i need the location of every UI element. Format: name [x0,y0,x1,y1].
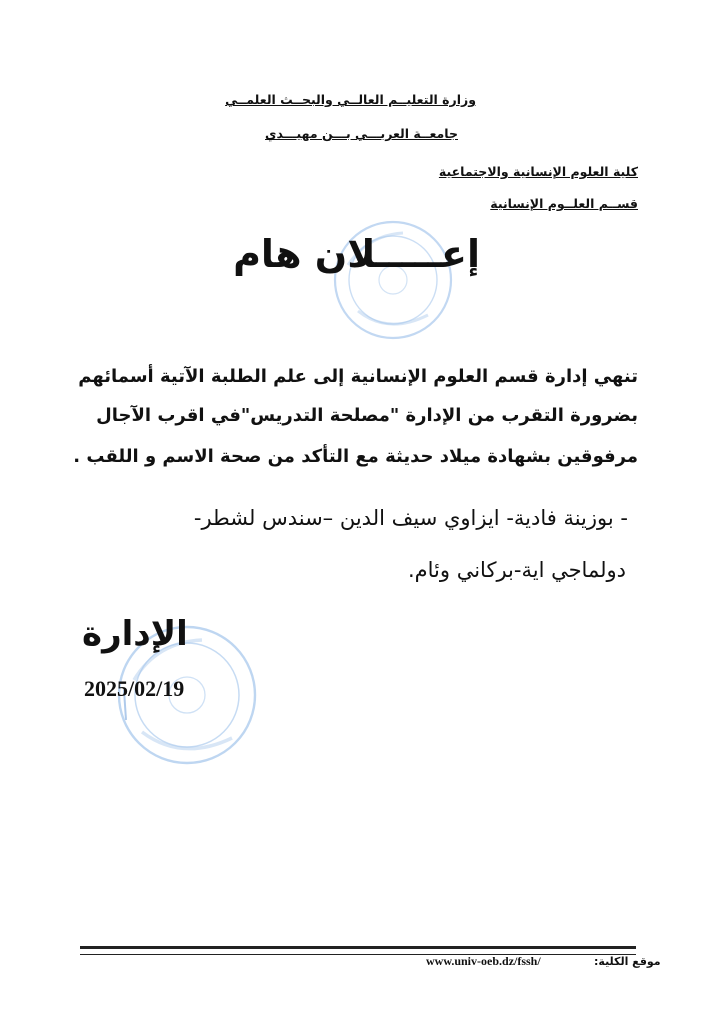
university-header: جامعــة العربـــي بـــن مهيـــدي [265,126,458,141]
department-header: قســم العلــوم الإنسانية [490,196,638,211]
student-names-line-2: دولماجي اية-بركاني وئام. [407,558,626,582]
footer-divider [80,946,636,955]
signature-date: 2025/02/19 [84,676,185,701]
body-line-1: تنهي إدارة قسم العلوم الإنسانية إلى علم الطلبة الآتية أسمائهم [78,366,638,387]
footer-label: موقع الكلية: [594,955,661,968]
student-names-line-1: - بوزينة فادية- ايزاوي سيف الدين –سندس لشطر- [193,506,628,530]
announcement-title: إعـــــلان هام [233,232,480,276]
body-line-2: بضرورة التقرب من الإدارة "مصلحة التدريس"في اقرب الآجال [96,405,638,426]
footer-url[interactable]: www.univ-oeb.dz/fssh/ [426,954,541,968]
body-line-3: مرفوقين بشهادة ميلاد حديثة مع التأكد من صحة الاسم و اللقب . [73,446,638,467]
ministry-header: وزارة التعليــم العالــي والبحــث العلمــي [225,92,476,107]
faculty-header: كلية العلوم الإنسانية والاجتماعية [438,164,638,179]
signature-label: الإدارة [82,614,188,654]
